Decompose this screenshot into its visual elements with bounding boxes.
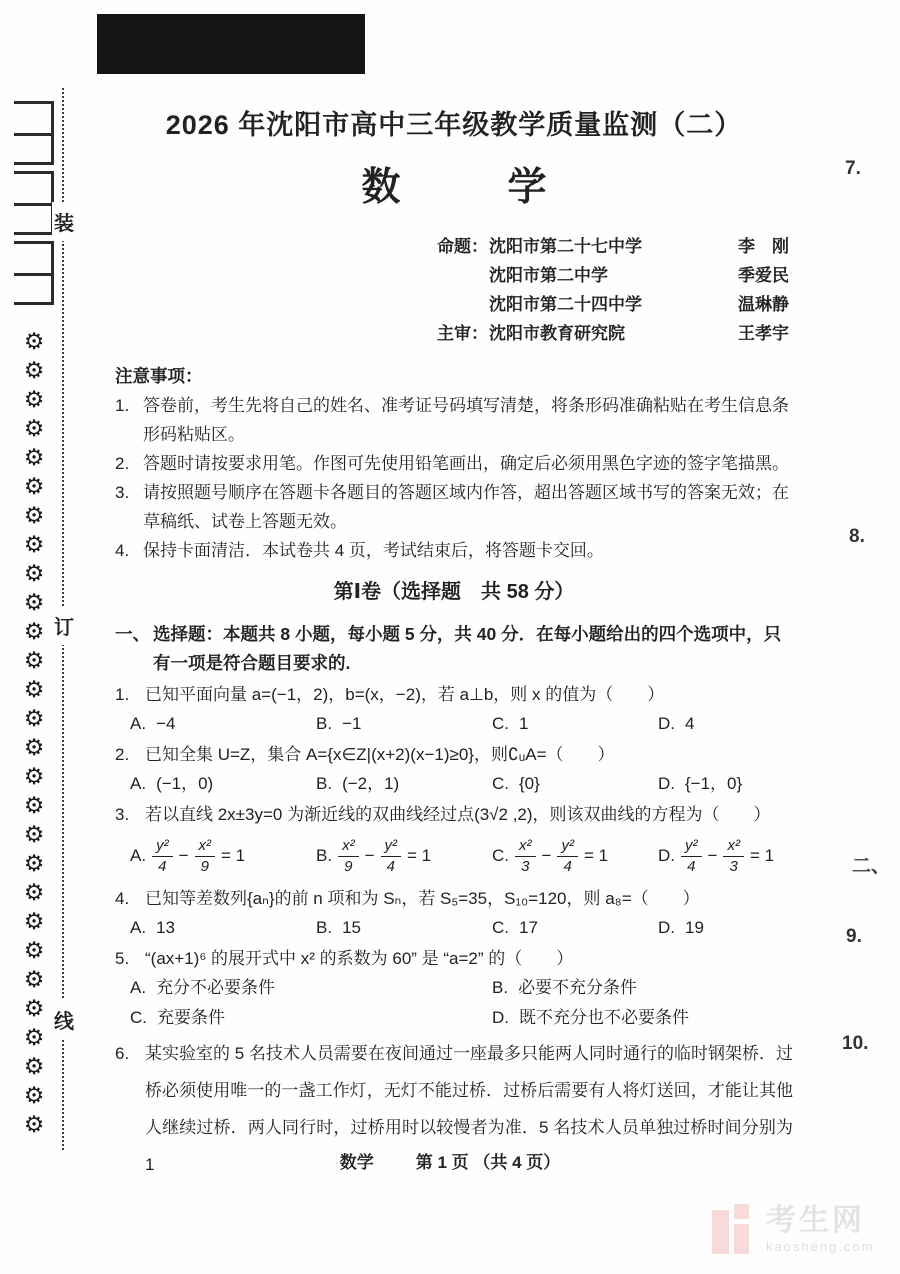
logo-bar (712, 1210, 729, 1254)
option-text: 充要条件 (157, 1008, 225, 1027)
fraction (723, 837, 744, 875)
question-5 (115, 944, 793, 973)
option-text: 充分不必要条件 (156, 978, 276, 997)
gear-icon: ⚙ (23, 560, 45, 586)
option-label: D. (658, 846, 675, 865)
binding-char-zhuang: 装 (52, 202, 76, 241)
fraction (515, 837, 536, 875)
credit-row (437, 290, 789, 319)
fraction-denominator: 9 (344, 857, 353, 875)
content-column (115, 0, 793, 1183)
question-3-options (115, 831, 793, 881)
credit-label: 主审： (437, 324, 488, 343)
gear-icon: ⚙ (23, 473, 45, 499)
page-title: 2026 年沈阳市高中三年级教学质量监测（二） (165, 110, 743, 140)
option-text: 必要不充分条件 (518, 978, 638, 997)
question-4-options (115, 913, 793, 942)
question-number: 3. (115, 805, 130, 824)
question-number: 2. (115, 745, 130, 764)
gear-icon: ⚙ (23, 966, 45, 992)
binding-bracket-column (14, 101, 54, 311)
section1-header: 第Ⅰ卷（选择题 共 58 分） (333, 581, 575, 603)
option-d (492, 1003, 793, 1033)
question-4 (115, 884, 793, 913)
section1-instructions (115, 620, 793, 678)
gear-icon: ⚙ (23, 937, 45, 963)
logo-bar (734, 1224, 749, 1254)
fraction-numerator: y² (381, 837, 402, 856)
next-page-fragment: 10. (842, 1033, 869, 1054)
credit-row (437, 319, 789, 348)
option-a (130, 973, 492, 1003)
next-page-fragment: 9. (846, 926, 862, 947)
option-label: B. (316, 714, 333, 733)
option-a (130, 913, 316, 942)
option-c (492, 837, 658, 875)
fraction-denominator: 4 (158, 857, 167, 875)
notice-text: 答卷前，考生先将自己的姓名、准考证号码填写清楚，将条形码准确粘贴在考生信息条形码粘贴区。 (143, 396, 789, 444)
kaosheng-logo-icon (712, 1204, 758, 1260)
watermark-brand: 考生网 (766, 1204, 865, 1237)
question-number: 5. (115, 949, 130, 968)
option-text: −1 (342, 714, 362, 733)
option-c (492, 769, 658, 798)
option-text: (−1，0) (156, 774, 214, 793)
credit-label (437, 290, 489, 319)
option-label: D. (658, 918, 675, 937)
option-label: A. (130, 714, 147, 733)
credit-name: 季爱民 (738, 266, 789, 285)
equation-rhs: = 1 (749, 846, 775, 865)
instruction-text: 选择题：本题共 8 小题，每小题 5 分，共 40 分．在每小题给出的四个选项中，只有一项是符合题目要求的. (153, 624, 782, 673)
option-label: B. (316, 918, 333, 937)
notice-item (115, 391, 793, 449)
credit-label: 命题： (437, 237, 488, 256)
subject-title: 数 学 (361, 166, 581, 209)
option-label: A. (130, 774, 147, 793)
option-d (658, 913, 793, 942)
gear-icon: ⚙ (23, 850, 45, 876)
fraction-numerator: x² (515, 837, 536, 856)
minus-sign: − (178, 846, 189, 865)
fraction (381, 837, 402, 875)
gear-icon: ⚙ (23, 531, 45, 557)
fraction-denominator: 4 (687, 857, 696, 875)
question-stem: 已知全集 U=Z，集合 A={x∈Z|(x+2)(x−1)≥0}，则∁ᵤA=（ ） (145, 745, 615, 764)
option-d (658, 709, 793, 738)
notice-item (115, 478, 793, 536)
question-number: 6. (115, 1044, 130, 1063)
option-label: D. (492, 1008, 509, 1027)
binding-bracket (14, 241, 54, 305)
question-3 (115, 800, 793, 829)
credit-name: 温琳静 (738, 295, 789, 314)
gear-icon: ⚙ (23, 647, 45, 673)
option-c (492, 913, 658, 942)
option-label: B. (492, 978, 509, 997)
question-1-options (115, 709, 793, 738)
fraction (152, 837, 173, 875)
option-b (316, 913, 492, 942)
gear-column (15, 327, 53, 1139)
option-text: 17 (519, 918, 538, 937)
option-text: 15 (342, 918, 361, 937)
option-text: 13 (156, 918, 175, 937)
next-page-fragment: 7. (845, 158, 861, 179)
question-number: 1. (115, 685, 130, 704)
credit-name: 王孝宇 (738, 324, 789, 343)
gear-icon: ⚙ (23, 676, 45, 702)
fraction-denominator: 4 (563, 857, 572, 875)
kaosheng-watermark (712, 1204, 887, 1262)
option-text: 既不充分也不必要条件 (519, 1008, 689, 1027)
option-text: {−1，0} (685, 774, 743, 793)
option-b (492, 973, 793, 1003)
fraction-numerator: x² (723, 837, 744, 856)
next-page-fragment: 8. (849, 526, 865, 547)
logo-square (734, 1204, 749, 1219)
gear-icon: ⚙ (23, 1024, 45, 1050)
next-page-fragment: 二、 (852, 856, 891, 877)
question-stem: 某实验室的 5 名技术人员需要在夜间通过一座最多只能两人同时通行的临时钢架桥．过桥必须使用唯一的一盏工作灯，无灯不能过桥．过桥后需要有人将灯送回，才能让其他人继续过桥．两人同行时，过桥用时以较慢者为准．5 名技术人员单独过桥时间分别为 1 (145, 1044, 793, 1174)
question-stem: 若以直线 2x±3y=0 为渐近线的双曲线经过点(3√2 ,2)，则该双曲线的方程为（ ） (145, 805, 771, 824)
option-b (316, 837, 492, 875)
footer-subject: 数学 (339, 1153, 374, 1172)
gear-icon: ⚙ (23, 792, 45, 818)
fraction-denominator: 3 (729, 857, 738, 875)
option-label: A. (130, 978, 147, 997)
minus-sign: − (707, 846, 718, 865)
option-c (130, 1003, 492, 1033)
gear-icon: ⚙ (23, 415, 45, 441)
fraction-denominator: 3 (521, 857, 530, 875)
question-stem: “(ax+1)⁶ 的展开式中 x² 的系数为 60” 是 “a=2” 的（ ） (145, 949, 574, 968)
question-number: 4. (115, 889, 130, 908)
gear-icon: ⚙ (23, 734, 45, 760)
notice-number: 2. (115, 454, 130, 473)
question-5-options (115, 973, 793, 1033)
notice-number: 4. (115, 541, 130, 560)
question-2-options (115, 769, 793, 798)
binding-char-ding: 订 (52, 606, 76, 645)
option-text: {0} (519, 774, 540, 793)
credit-school: 沈阳市第二十七中学 (489, 237, 642, 256)
option-label: C. (492, 918, 509, 937)
option-d (658, 837, 793, 875)
option-label: B. (316, 774, 333, 793)
binding-bracket (14, 101, 54, 165)
option-label: C. (492, 846, 509, 865)
option-text: 1 (519, 714, 529, 733)
option-label: C. (492, 774, 509, 793)
fraction (557, 837, 578, 875)
footer-page-number: 第 1 页 （共 4 页） (415, 1153, 561, 1172)
bracket-divider (14, 133, 51, 136)
instruction-number: 一、 (115, 624, 150, 644)
fraction (338, 837, 359, 875)
page-footer (0, 1148, 900, 1173)
minus-sign: − (541, 846, 552, 865)
credit-name: 李 刚 (738, 237, 789, 256)
option-label: A. (130, 918, 147, 937)
option-label: C. (130, 1008, 147, 1027)
option-label: D. (658, 714, 675, 733)
option-b (316, 709, 492, 738)
gear-icon: ⚙ (23, 357, 45, 383)
equation-rhs: = 1 (407, 846, 432, 865)
option-label: B. (316, 846, 333, 865)
fraction-denominator: 4 (386, 857, 395, 875)
gear-icon: ⚙ (23, 444, 45, 470)
fraction-denominator: 9 (200, 857, 209, 875)
gear-icon: ⚙ (23, 879, 45, 905)
option-a (130, 769, 316, 798)
notice-number: 1. (115, 396, 130, 415)
credits-block (437, 232, 789, 348)
gear-icon: ⚙ (23, 1082, 45, 1108)
bracket-divider (14, 273, 51, 276)
option-text: 4 (685, 714, 695, 733)
notices-heading: 注意事项： (115, 366, 203, 386)
credit-school: 沈阳市第二中学 (489, 266, 608, 285)
option-text: (−2，1) (342, 774, 400, 793)
notice-number: 3. (115, 483, 130, 502)
notice-item (115, 449, 793, 478)
binding-char-xian: 线 (52, 1000, 76, 1039)
fraction-numerator: y² (681, 837, 702, 856)
notice-text: 请按照题号顺序在答题卡各题目的答题区域内作答，超出答题区域书写的答案无效；在草稿纸、试卷上答题无效。 (143, 483, 789, 531)
question-stem: 已知等差数列{aₙ}的前 n 项和为 Sₙ，若 S₅=35，S₁₀=120，则 a₈=（ ） (145, 889, 700, 908)
gear-icon: ⚙ (23, 502, 45, 528)
option-label: C. (492, 714, 509, 733)
gear-icon: ⚙ (23, 589, 45, 615)
gear-icon: ⚙ (23, 618, 45, 644)
question-stem: 已知平面向量 a=(−1，2)，b=(x，−2)，若 a⊥b，则 x 的值为（ ） (145, 685, 665, 704)
watermark-domain: kaosheng.com (766, 1239, 875, 1254)
gear-icon: ⚙ (23, 1053, 45, 1079)
option-c (492, 709, 658, 738)
credit-school: 沈阳市第二十四中学 (489, 295, 642, 314)
option-d (658, 769, 793, 798)
question-1 (115, 680, 793, 709)
credit-school: 沈阳市教育研究院 (489, 324, 625, 343)
credit-label (437, 261, 489, 290)
fraction-numerator: y² (152, 837, 173, 856)
gear-icon: ⚙ (23, 1111, 45, 1137)
option-label: D. (658, 774, 675, 793)
option-b (316, 769, 492, 798)
equation-rhs: = 1 (221, 846, 246, 865)
gear-icon: ⚙ (23, 763, 45, 789)
option-text: −4 (156, 714, 176, 733)
option-a (130, 709, 316, 738)
gear-icon: ⚙ (23, 995, 45, 1021)
bracket-divider (14, 203, 51, 206)
fraction-numerator: x² (338, 837, 359, 856)
credit-row (437, 232, 789, 261)
binding-bracket (14, 171, 54, 235)
option-label: A. (130, 846, 147, 865)
gear-icon: ⚙ (23, 821, 45, 847)
credit-row (437, 261, 789, 290)
gear-icon: ⚙ (23, 705, 45, 731)
gear-icon: ⚙ (23, 328, 45, 354)
option-a (130, 837, 316, 875)
minus-sign: − (364, 846, 375, 865)
fraction (195, 837, 216, 875)
fraction-numerator: x² (195, 837, 216, 856)
notice-text: 保持卡面清洁．本试卷共 4 页，考试结束后，将答题卡交回。 (143, 541, 604, 560)
fraction-numerator: y² (557, 837, 578, 856)
question-2 (115, 740, 793, 769)
option-text: 19 (685, 918, 704, 937)
notice-item (115, 536, 793, 565)
notice-text: 答题时请按要求用笔。作图可先使用铅笔画出，确定后必须用黑色字迹的签字笔描黑。 (143, 454, 789, 473)
equation-rhs: = 1 (583, 846, 609, 865)
gear-icon: ⚙ (23, 908, 45, 934)
gear-icon: ⚙ (23, 386, 45, 412)
fraction (681, 837, 702, 875)
watermark-text (766, 1204, 875, 1256)
